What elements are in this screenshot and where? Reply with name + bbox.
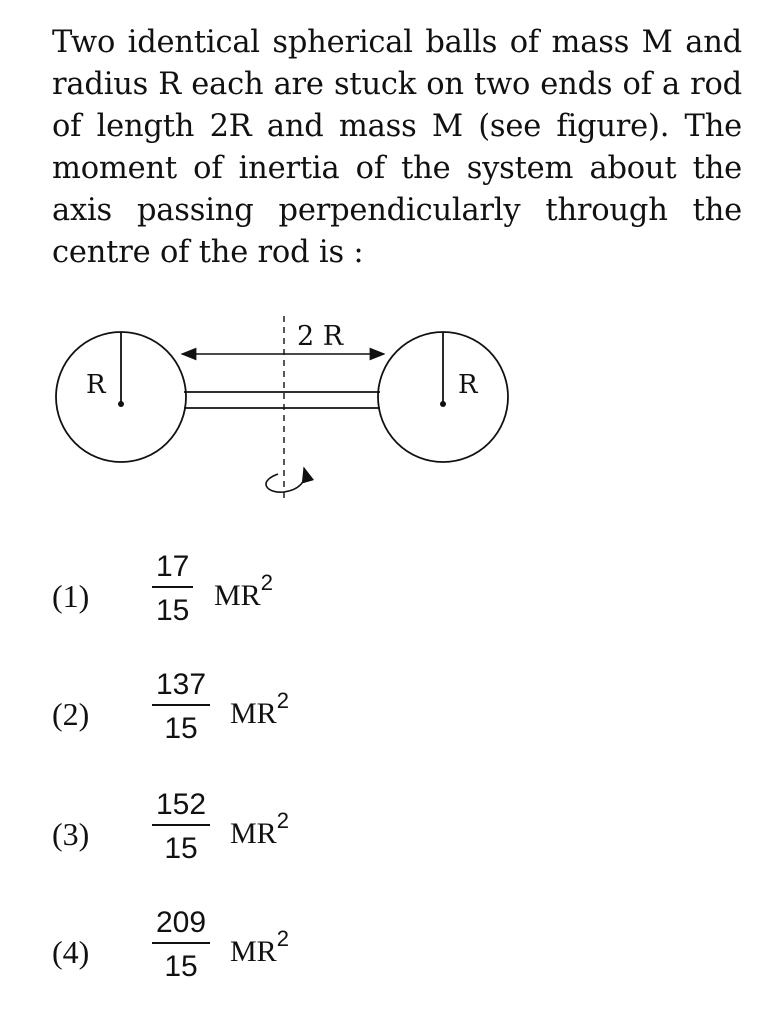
option-3[interactable] [52, 786, 452, 886]
exponent: 2 [260, 570, 273, 595]
fraction [152, 548, 193, 630]
mr-term: $MR^2$ [230, 808, 289, 850]
mr-term: $MR^2$ [214, 570, 273, 612]
length-label: 2 R [297, 321, 344, 352]
rotation-arrow-icon [266, 468, 305, 492]
option-number: (3) [52, 816, 90, 852]
mr-term: $MR^2$ [230, 926, 289, 968]
exponent: 2 [276, 808, 289, 833]
option-2[interactable] [52, 666, 452, 766]
exponent: 2 [276, 926, 289, 951]
numerator: 17 [152, 548, 193, 588]
right-center-dot [440, 401, 446, 407]
right-radius-label: R [458, 370, 478, 400]
question-text: Two identical spherical balls of mass M and radius R each are stuck on two ends of a rod of length 2R and mass M (see figure). The moment of inertia of the system about the axis passing perpendicularly through the centre of the rod is : [52, 25, 742, 270]
denominator: 15 [164, 832, 198, 865]
option-4[interactable] [52, 904, 452, 1004]
mr-term: $MR^2$ [230, 688, 289, 730]
fraction [152, 666, 210, 748]
left-center-dot [118, 401, 124, 407]
exponent: 2 [276, 688, 289, 713]
denominator: 15 [156, 594, 190, 627]
numerator: 152 [152, 786, 210, 826]
option-number: (2) [52, 696, 90, 732]
option-number: (1) [52, 578, 90, 614]
numerator: 209 [152, 904, 210, 944]
denominator: 15 [164, 950, 198, 983]
option-1[interactable] [52, 548, 452, 648]
option-number: (4) [52, 934, 90, 970]
left-radius-label: R [86, 370, 106, 400]
numerator: 137 [152, 666, 210, 706]
fraction [152, 786, 210, 868]
fraction [152, 904, 210, 986]
dumbbell-figure [50, 308, 520, 508]
denominator: 15 [164, 712, 198, 745]
